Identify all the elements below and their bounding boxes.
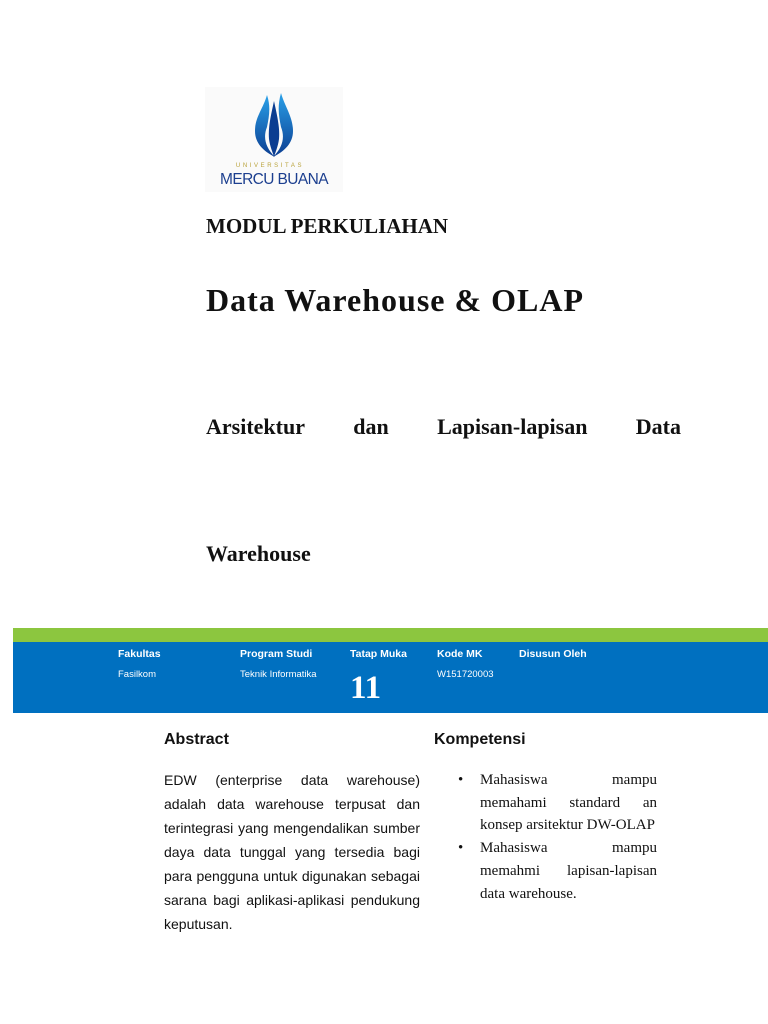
topic-word: Arsitektur (206, 414, 305, 439)
kode-mk-label: Kode MK (437, 648, 483, 660)
modul-label: MODUL PERKULIAHAN (206, 214, 449, 238)
green-accent-bar (13, 628, 768, 642)
tatap-muka-label: Tatap Muka (350, 648, 407, 660)
list-item (455, 837, 657, 905)
topic-word: dan (353, 414, 389, 439)
kompetensi-list (455, 769, 657, 905)
abstract-title: Abstract (164, 731, 229, 748)
topic-title-line2: Warehouse (206, 541, 311, 566)
logo-university-name: MERCU BUANA (220, 171, 328, 188)
kompetensi-item-text: Mahasiswa mampu memahmi lapisan-lapisan data warehouse. (480, 840, 657, 902)
kompetensi-title: Kompetensi (434, 731, 526, 748)
fakultas-label: Fakultas (118, 648, 161, 660)
disusun-oleh-label: Disusun Oleh (519, 648, 587, 660)
abstract-text: EDW (enterprise data warehouse) adalah data warehouse terpusat dan terintegrasi yang mengendalikan sumber daya data tunggal yang tersedia bagi para pengguna untuk digunakan sebagai sarana bagi aplikasi-aplikasi pendukung keputusan. (164, 772, 420, 932)
topic-word: Data (635, 414, 681, 439)
course-info-bar (13, 642, 768, 713)
course-title: Data Warehouse & OLAP (206, 282, 585, 318)
program-studi-value: Teknik Informatika (240, 669, 317, 680)
program-studi-label: Program Studi (240, 648, 313, 660)
bullet-icon: • (458, 772, 464, 788)
topic-title-line1 (206, 414, 681, 440)
kompetensi-item-text: Mahasiswa mampu memahami standard an konsep arsitektur DW-OLAP (480, 772, 657, 834)
fakultas-value: Fasilkom (118, 669, 157, 680)
flame-emblem-icon (205, 87, 343, 167)
topic-word: Lapisan-lapisan (437, 414, 588, 439)
bullet-icon: • (458, 840, 464, 857)
tatap-muka-value: 11 (350, 670, 382, 706)
university-logo (205, 87, 343, 192)
logo-universitas-text: UNIVERSITAS (235, 163, 305, 169)
list-item (455, 769, 657, 837)
kode-mk-value: W151720003 (437, 669, 494, 680)
